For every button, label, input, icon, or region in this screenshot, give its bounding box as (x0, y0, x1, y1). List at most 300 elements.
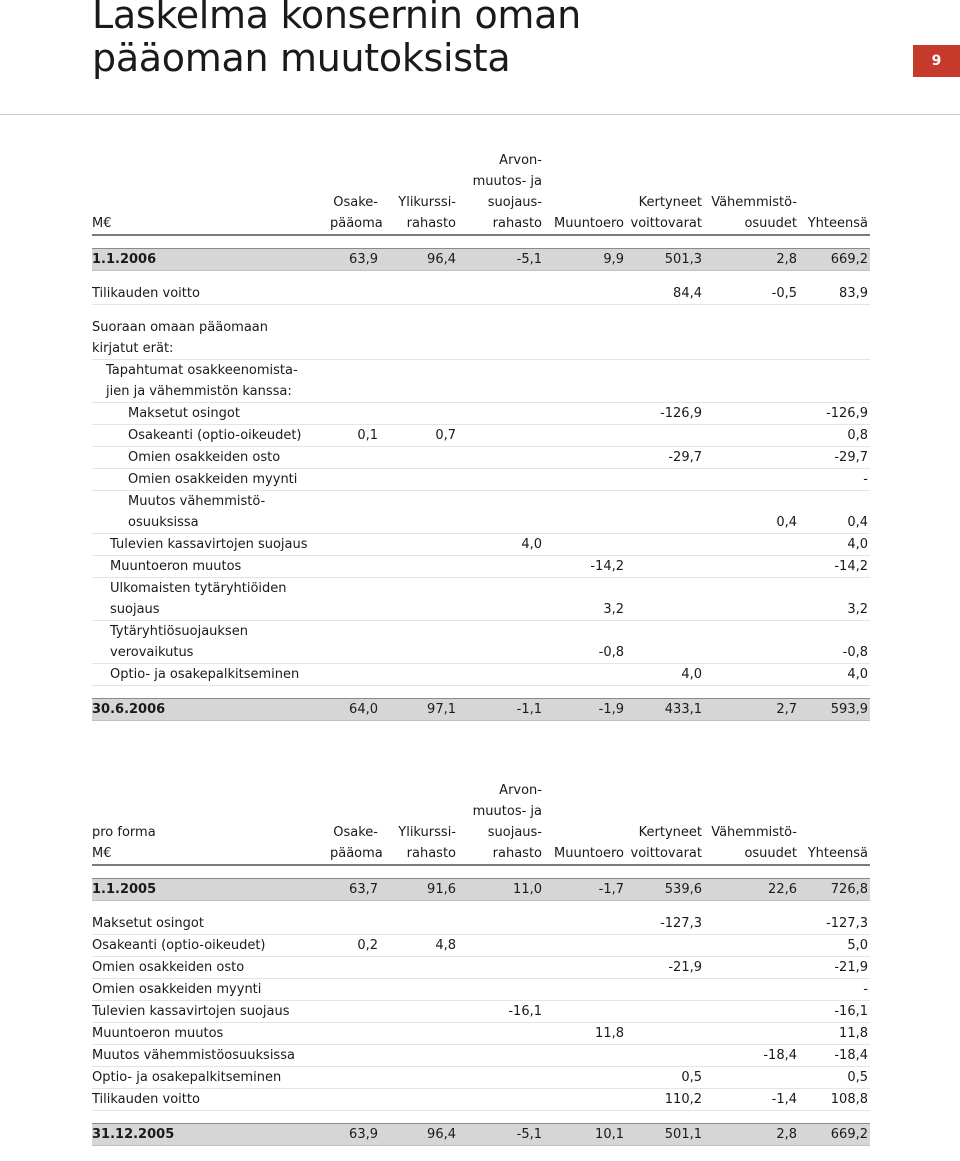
value-cell: -21,9 (799, 957, 870, 979)
row-label: Tytäryhtiösuojauksen (110, 624, 248, 639)
header-cell (380, 150, 458, 171)
value-cell (380, 469, 458, 491)
header-row (92, 150, 870, 171)
table-row (92, 642, 870, 664)
table-row (92, 957, 870, 979)
header-row (92, 801, 870, 822)
value-cell (704, 664, 799, 686)
value-cell (330, 957, 380, 979)
equity-changes-table-2006 (92, 150, 870, 721)
value-cell: 0,7 (380, 425, 458, 447)
value-cell: 3,2 (799, 599, 870, 621)
row-label: Osakeanti (optio-oikeudet) (92, 935, 330, 957)
header-cell: rahasto (458, 213, 544, 235)
value-cell: 0,1 (330, 425, 380, 447)
header-row (92, 213, 870, 235)
value-cell: -0,8 (799, 642, 870, 664)
table-row (92, 283, 870, 305)
value-cell: 4,0 (799, 534, 870, 556)
header-cell: Osake- (333, 195, 378, 210)
table-row (92, 403, 870, 425)
value-cell (544, 534, 626, 556)
table-row (92, 317, 870, 338)
header-cell: Muuntoero (544, 213, 626, 235)
header-cell (544, 801, 626, 822)
value-cell (380, 534, 458, 556)
value-cell: 0,2 (330, 935, 380, 957)
value-cell (458, 447, 544, 469)
value-cell (799, 381, 870, 403)
value-cell (626, 381, 704, 403)
value-cell: 0,5 (626, 1067, 704, 1089)
row-label: Muuntoeron muutos (92, 1023, 330, 1045)
value-cell (626, 425, 704, 447)
value-cell: 4,8 (380, 935, 458, 957)
value-cell: 63,9 (330, 249, 380, 271)
value-cell (458, 512, 544, 534)
value-cell (704, 578, 799, 600)
header-cell: suojaus- (487, 195, 542, 210)
header-cell: osuudet (704, 213, 799, 235)
value-cell (380, 491, 458, 513)
value-cell (544, 447, 626, 469)
value-cell: -1,1 (458, 699, 544, 721)
value-cell (330, 979, 380, 1001)
value-cell (704, 913, 799, 935)
value-cell (704, 534, 799, 556)
value-cell (380, 621, 458, 643)
value-cell: 91,6 (380, 879, 458, 901)
value-cell: -0,8 (544, 642, 626, 664)
table-row (92, 491, 870, 513)
value-cell: 0,4 (704, 512, 799, 534)
table-row (92, 1067, 870, 1089)
row-label: Tulevien kassavirtojen suojaus (92, 1001, 330, 1023)
row-label: 30.6.2006 (92, 699, 330, 721)
value-cell (544, 935, 626, 957)
value-cell: 0,5 (799, 1067, 870, 1089)
row-label: Tapahtumat osakkeenomista- (106, 363, 298, 378)
row-label: 1.1.2006 (92, 249, 330, 271)
header-cell: Muuntoero (544, 843, 626, 865)
value-cell (704, 317, 799, 338)
table-row (92, 556, 870, 578)
header-cell (544, 192, 626, 213)
value-cell: 5,0 (799, 935, 870, 957)
value-cell (330, 283, 380, 305)
header-cell: rahasto (380, 843, 458, 865)
value-cell (626, 979, 704, 1001)
value-cell: 2,8 (704, 1124, 799, 1146)
value-cell (458, 599, 544, 621)
value-cell: 97,1 (380, 699, 458, 721)
value-cell (704, 1023, 799, 1045)
value-cell (380, 642, 458, 664)
value-cell (544, 664, 626, 686)
header-row (92, 171, 870, 192)
header-cell: muutos- ja (472, 174, 542, 189)
row-label: Tulevien kassavirtojen suojaus (92, 534, 330, 556)
value-cell: 83,9 (799, 283, 870, 305)
table-row (92, 599, 870, 621)
value-cell (330, 913, 380, 935)
value-cell: 3,2 (544, 599, 626, 621)
header-cell (92, 801, 330, 822)
value-cell (544, 1045, 626, 1067)
value-cell: -29,7 (799, 447, 870, 469)
value-cell (626, 360, 704, 382)
value-cell (704, 1067, 799, 1089)
value-cell (330, 469, 380, 491)
total-row (92, 699, 870, 721)
header-cell (799, 171, 870, 192)
page-title-line-1: Laskelma konsernin oman (92, 0, 581, 37)
header-cell (330, 150, 380, 171)
header-cell: Kertyneet (638, 825, 702, 840)
value-cell (380, 360, 458, 382)
value-cell: -127,3 (799, 913, 870, 935)
value-cell (626, 317, 704, 338)
table-row (92, 935, 870, 957)
value-cell (380, 317, 458, 338)
table-row (92, 621, 870, 643)
spacer-row (92, 1111, 870, 1124)
spacer-row (92, 686, 870, 699)
header-cell (330, 780, 380, 801)
value-cell (380, 1023, 458, 1045)
value-cell: 539,6 (626, 879, 704, 901)
value-cell (380, 447, 458, 469)
value-cell (380, 1045, 458, 1067)
value-cell (380, 599, 458, 621)
value-cell (458, 1045, 544, 1067)
value-cell (330, 1089, 380, 1111)
header-cell (544, 150, 626, 171)
value-cell (380, 664, 458, 686)
header-cell (799, 780, 870, 801)
value-cell (458, 381, 544, 403)
value-cell: 433,1 (626, 699, 704, 721)
value-cell (458, 935, 544, 957)
header-cell (544, 780, 626, 801)
value-cell (380, 403, 458, 425)
header-row (92, 192, 870, 213)
header-cell: suojaus- (487, 825, 542, 840)
value-cell (704, 1001, 799, 1023)
value-cell (799, 338, 870, 360)
row-label: osuuksissa (92, 512, 330, 534)
value-cell (330, 578, 380, 600)
value-cell (330, 338, 380, 360)
spacer-cell (92, 271, 870, 284)
value-cell: -18,4 (704, 1045, 799, 1067)
value-cell: 0,8 (799, 425, 870, 447)
value-cell (458, 621, 544, 643)
value-cell (380, 1001, 458, 1023)
value-cell: 4,0 (799, 664, 870, 686)
value-cell: 11,0 (458, 879, 544, 901)
value-cell: 110,2 (626, 1089, 704, 1111)
value-cell (544, 913, 626, 935)
spacer-row (92, 235, 870, 249)
header-cell (544, 822, 626, 843)
value-cell (458, 425, 544, 447)
value-cell (704, 338, 799, 360)
value-cell: -5,1 (458, 1124, 544, 1146)
header-cell (626, 150, 704, 171)
value-cell (330, 1023, 380, 1045)
value-cell (626, 578, 704, 600)
value-cell (626, 556, 704, 578)
header-cell: Ylikurssi- (398, 825, 456, 840)
value-cell: -16,1 (799, 1001, 870, 1023)
table-row (92, 512, 870, 534)
value-cell (544, 957, 626, 979)
value-cell (799, 360, 870, 382)
header-cell: M€ (92, 213, 330, 235)
row-label: Optio- ja osakepalkitseminen (92, 664, 330, 686)
value-cell (330, 403, 380, 425)
table-row (92, 1023, 870, 1045)
spacer-cell (92, 865, 870, 879)
spacer-row (92, 271, 870, 284)
row-label: Osakeanti (optio-oikeudet) (92, 425, 330, 447)
value-cell: 63,7 (330, 879, 380, 901)
header-cell (626, 801, 704, 822)
header-cell (799, 150, 870, 171)
value-cell (330, 664, 380, 686)
value-cell (544, 338, 626, 360)
value-cell (626, 512, 704, 534)
header-cell (704, 150, 799, 171)
spacer-cell (92, 1111, 870, 1124)
header-cell: Osake- (333, 825, 378, 840)
value-cell (330, 317, 380, 338)
value-cell (626, 642, 704, 664)
table-body (92, 879, 870, 1146)
value-cell: -126,9 (626, 403, 704, 425)
row-label: suojaus (92, 599, 330, 621)
row-label: kirjatut erät: (92, 338, 330, 360)
spacer-row (92, 305, 870, 318)
value-cell: 10,1 (544, 1124, 626, 1146)
header-cell (92, 171, 330, 192)
header-row (92, 843, 870, 865)
value-cell: 96,4 (380, 249, 458, 271)
page-title (92, 0, 581, 80)
header-cell: Arvon- (499, 153, 542, 168)
row-label: Omien osakkeiden myynti (92, 979, 330, 1001)
value-cell: 84,4 (626, 283, 704, 305)
value-cell (380, 957, 458, 979)
header-cell (799, 822, 870, 843)
table-row (92, 381, 870, 403)
header-cell (704, 801, 799, 822)
value-cell: -1,4 (704, 1089, 799, 1111)
row-label: Optio- ja osakepalkitseminen (92, 1067, 330, 1089)
value-cell (626, 469, 704, 491)
value-cell (330, 621, 380, 643)
row-label: Tilikauden voitto (92, 1089, 330, 1111)
value-cell (458, 1023, 544, 1045)
value-cell (626, 621, 704, 643)
table-row (92, 425, 870, 447)
value-cell (544, 1067, 626, 1089)
header-cell: voittovarat (626, 213, 704, 235)
value-cell (544, 979, 626, 1001)
header-cell: Ylikurssi- (398, 195, 456, 210)
value-cell (799, 317, 870, 338)
header-cell (544, 171, 626, 192)
value-cell: -14,2 (799, 556, 870, 578)
value-cell: 22,6 (704, 879, 799, 901)
total-row (92, 879, 870, 901)
value-cell (458, 556, 544, 578)
value-cell (330, 491, 380, 513)
value-cell (704, 360, 799, 382)
row-label: Maksetut osingot (92, 403, 330, 425)
header-cell: Vähemmistö- (711, 195, 797, 210)
row-label: Muutos vähemmistöosuuksissa (92, 1045, 330, 1067)
header-cell (380, 801, 458, 822)
value-cell: 64,0 (330, 699, 380, 721)
value-cell: 9,9 (544, 249, 626, 271)
table-row (92, 913, 870, 935)
value-cell: 108,8 (799, 1089, 870, 1111)
value-cell: 11,8 (544, 1023, 626, 1045)
header-cell (330, 801, 380, 822)
value-cell (704, 599, 799, 621)
spacer-cell (92, 901, 870, 914)
value-cell (704, 469, 799, 491)
value-cell (330, 381, 380, 403)
row-label: Muuntoeron muutos (92, 556, 330, 578)
row-label: Omien osakkeiden osto (92, 447, 330, 469)
header-cell: rahasto (380, 213, 458, 235)
value-cell: 96,4 (380, 1124, 458, 1146)
value-cell: -21,9 (626, 957, 704, 979)
value-cell (330, 447, 380, 469)
value-cell (626, 1023, 704, 1045)
header-cell: Yhteensä (799, 213, 870, 235)
table-row (92, 1045, 870, 1067)
value-cell (458, 283, 544, 305)
value-cell: -14,2 (544, 556, 626, 578)
value-cell (704, 425, 799, 447)
value-cell: -127,3 (626, 913, 704, 935)
header-cell: pro forma (92, 825, 156, 840)
value-cell (380, 979, 458, 1001)
value-cell: - (799, 469, 870, 491)
value-cell (330, 512, 380, 534)
table-row (92, 578, 870, 600)
value-cell (458, 664, 544, 686)
value-cell (704, 447, 799, 469)
row-label: Muutos vähemmistö- (128, 494, 266, 509)
value-cell (704, 979, 799, 1001)
spacer-cell (92, 235, 870, 249)
table-row (92, 338, 870, 360)
table-row (92, 534, 870, 556)
value-cell (704, 556, 799, 578)
header-cell (704, 171, 799, 192)
value-cell (380, 556, 458, 578)
value-cell (380, 512, 458, 534)
value-cell (458, 642, 544, 664)
value-cell (544, 283, 626, 305)
value-cell (544, 317, 626, 338)
header-cell: muutos- ja (472, 804, 542, 819)
value-cell (330, 642, 380, 664)
value-cell: 2,8 (704, 249, 799, 271)
header-cell (704, 780, 799, 801)
value-cell (330, 556, 380, 578)
value-cell (380, 578, 458, 600)
value-cell: 63,9 (330, 1124, 380, 1146)
value-cell (544, 360, 626, 382)
value-cell: 501,1 (626, 1124, 704, 1146)
value-cell: 501,3 (626, 249, 704, 271)
value-cell (330, 360, 380, 382)
header-cell (626, 780, 704, 801)
table-row (92, 447, 870, 469)
table-body (92, 249, 870, 721)
value-cell: 669,2 (799, 249, 870, 271)
value-cell (799, 578, 870, 600)
value-cell (458, 491, 544, 513)
table-row (92, 360, 870, 382)
header-row (92, 822, 870, 843)
value-cell (544, 425, 626, 447)
value-cell (704, 935, 799, 957)
value-cell (704, 491, 799, 513)
value-cell (544, 621, 626, 643)
row-label: 1.1.2005 (92, 879, 330, 901)
table-row (92, 469, 870, 491)
value-cell: -0,5 (704, 283, 799, 305)
value-cell: - (799, 979, 870, 1001)
value-cell (458, 979, 544, 1001)
header-cell (799, 801, 870, 822)
value-cell: -29,7 (626, 447, 704, 469)
value-cell (704, 403, 799, 425)
value-cell (544, 469, 626, 491)
value-cell: -18,4 (799, 1045, 870, 1067)
row-label: Omien osakkeiden myynti (92, 469, 330, 491)
value-cell (799, 621, 870, 643)
value-cell: 726,8 (799, 879, 870, 901)
value-cell: 593,9 (799, 699, 870, 721)
header-cell: M€ (92, 843, 330, 865)
value-cell: 2,7 (704, 699, 799, 721)
value-cell (458, 578, 544, 600)
value-cell (330, 1001, 380, 1023)
header-cell: Vähemmistö- (711, 825, 797, 840)
value-cell (626, 1045, 704, 1067)
table-row (92, 979, 870, 1001)
value-cell: -126,9 (799, 403, 870, 425)
header-cell (92, 780, 330, 801)
value-cell: -1,7 (544, 879, 626, 901)
value-cell (626, 1001, 704, 1023)
table-row (92, 1001, 870, 1023)
value-cell: 0,4 (799, 512, 870, 534)
header-cell: Kertyneet (638, 195, 702, 210)
value-cell (330, 599, 380, 621)
value-cell: 11,8 (799, 1023, 870, 1045)
value-cell (544, 1001, 626, 1023)
spacer-row (92, 901, 870, 914)
